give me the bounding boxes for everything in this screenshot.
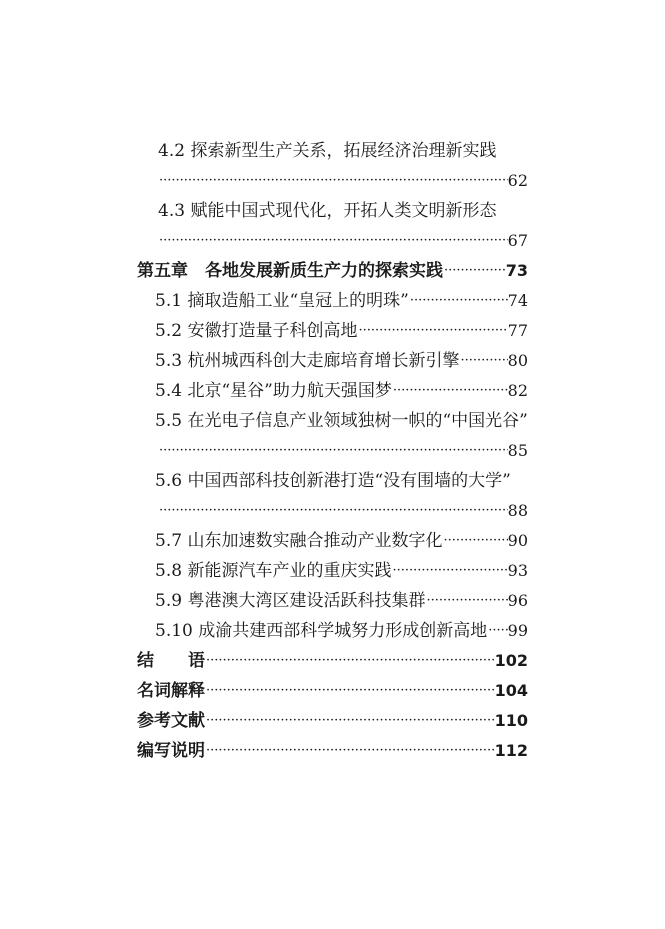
toc-entry-5-6-title xyxy=(155,462,528,492)
toc-entry-4-2-page-line xyxy=(158,162,528,192)
toc-entry-5-5-page-line xyxy=(158,432,528,462)
page-number: 90 xyxy=(507,531,528,550)
dot-leader xyxy=(409,290,508,312)
toc-entry-5-1 xyxy=(155,282,528,312)
dot-leader xyxy=(487,620,507,642)
dot-leader xyxy=(442,530,507,552)
dot-leader xyxy=(205,650,495,672)
page-number: 82 xyxy=(507,381,528,400)
dot-leader xyxy=(443,260,506,282)
page-number: 62 xyxy=(507,171,528,190)
toc-entry-4-3-page-line xyxy=(158,222,528,252)
toc-entry-title: 5.4 北京“星谷”助力航天强国梦 xyxy=(155,381,392,401)
chapter-title: 第五章 各地发展新质生产力的探索实践 xyxy=(137,261,443,281)
page-number: 80 xyxy=(507,351,528,370)
page-number: 110 xyxy=(494,711,528,730)
toc-entry-5-5-title xyxy=(155,402,528,432)
dot-leader xyxy=(158,170,508,192)
toc-entry-title: 结 语 xyxy=(137,651,205,671)
page-number: 93 xyxy=(507,561,528,580)
dot-leader xyxy=(357,320,507,342)
toc-entry-title: 5.1 摘取造船工业“皇冠上的明珠” xyxy=(155,291,409,311)
toc-entry-title: 4.3 赋能中国式现代化，开拓人类文明新形态 xyxy=(158,201,497,221)
toc-entry-title: 5.6 中国西部科技创新港打造“没有围墙的大学” xyxy=(155,471,511,491)
toc-entry-5-7 xyxy=(155,522,528,552)
toc-entry-title: 5.10 成渝共建西部科学城努力形成创新高地 xyxy=(155,621,488,641)
toc-entry-title: 5.3 杭州城西科创大走廊培育增长新引擎 xyxy=(155,351,460,371)
toc-entry-5-2 xyxy=(155,312,528,342)
dot-leader xyxy=(205,740,495,762)
page-number: 99 xyxy=(507,621,528,640)
page-number: 74 xyxy=(507,291,528,310)
toc-entry-5-4 xyxy=(155,372,528,402)
toc-entry-title: 5.2 安徽打造量子科创高地 xyxy=(155,321,358,341)
dot-leader xyxy=(425,590,507,612)
toc-entry-title: 5.5 在光电子信息产业领域独树一帜的“中国光谷” xyxy=(155,411,528,431)
toc-entry-title: 5.7 山东加速数实融合推动产业数字化 xyxy=(155,531,443,551)
page-number: 96 xyxy=(507,591,528,610)
toc-entry-title: 参考文献 xyxy=(137,711,205,731)
page-number: 73 xyxy=(505,261,528,280)
toc-entry-title: 编写说明 xyxy=(137,741,205,761)
toc-entry-title: 5.9 粤港澳大湾区建设活跃科技集群 xyxy=(155,591,426,611)
page-number: 67 xyxy=(507,231,528,250)
page-number: 104 xyxy=(494,681,528,700)
toc-entry-5-6-page-line xyxy=(158,492,528,522)
dot-leader xyxy=(205,680,495,702)
toc-conclusion xyxy=(137,642,528,672)
dot-leader xyxy=(391,560,507,582)
toc-entry-5-8 xyxy=(155,552,528,582)
toc-entry-title: 5.8 新能源汽车产业的重庆实践 xyxy=(155,561,392,581)
toc-chapter-5 xyxy=(137,252,528,282)
toc-editors-note xyxy=(137,732,528,762)
toc-entry-4-3-title xyxy=(158,192,523,222)
dot-leader xyxy=(392,380,508,402)
dot-leader xyxy=(158,440,508,462)
dot-leader xyxy=(158,230,508,252)
toc-entry-5-9 xyxy=(155,582,528,612)
page-number: 85 xyxy=(507,441,528,460)
toc-references xyxy=(137,702,528,732)
toc-entry-title: 名词解释 xyxy=(137,681,205,701)
page-number: 112 xyxy=(494,741,528,760)
page-number: 77 xyxy=(507,321,528,340)
toc-glossary xyxy=(137,672,528,702)
dot-leader xyxy=(158,500,508,522)
toc-entry-5-3 xyxy=(155,342,528,372)
page-number: 88 xyxy=(507,501,528,520)
page-number: 102 xyxy=(494,651,528,670)
dot-leader xyxy=(459,350,507,372)
toc-entry-5-10 xyxy=(155,612,528,642)
toc-entry-4-2-title xyxy=(158,132,523,162)
dot-leader xyxy=(205,710,495,732)
toc-entry-title: 4.2 探索新型生产关系，拓展经济治理新实践 xyxy=(158,141,497,161)
